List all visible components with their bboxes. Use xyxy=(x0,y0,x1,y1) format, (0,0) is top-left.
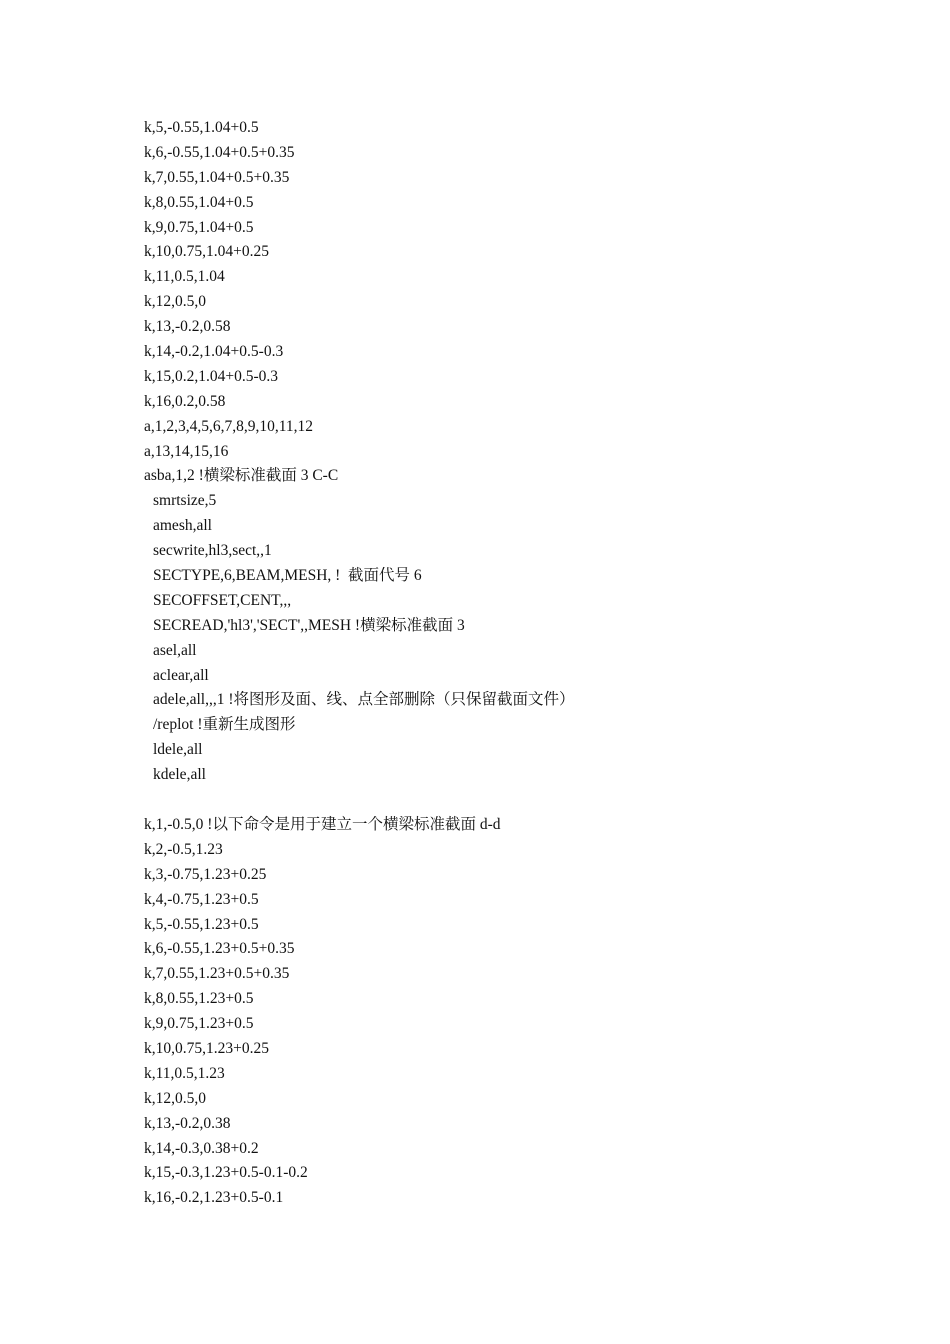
code-line: k,6,-0.55,1.04+0.5+0.35 xyxy=(144,143,295,161)
code-line: SECTYPE,6,BEAM,MESH, ! 截面代号 6 xyxy=(153,567,422,585)
code-line: a,1,2,3,4,5,6,7,8,9,10,11,12 xyxy=(144,417,314,435)
code-line: k,7,0.55,1.04+0.5+0.35 xyxy=(144,168,290,186)
code-line: k,4,-0.75,1.23+0.5 xyxy=(144,890,259,908)
code-line: k,14,-0.3,0.38+0.2 xyxy=(144,1139,259,1157)
code-line: k,14,-0.2,1.04+0.5-0.3 xyxy=(144,343,284,361)
code-line: kdele,all xyxy=(153,766,206,784)
code-line: asel,all xyxy=(153,641,197,659)
code-line: smrtsize,5 xyxy=(153,492,217,510)
code-line: SECOFFSET,CENT,,, xyxy=(153,591,292,609)
code-listing xyxy=(144,116,574,1211)
code-line: aclear,all xyxy=(153,666,209,684)
code-line: k,16,-0.2,1.23+0.5-0.1 xyxy=(144,1189,284,1207)
code-line: SECREAD,'hl3','SECT',,MESH !横梁标准截面 3 xyxy=(153,616,465,634)
code-line: k,10,0.75,1.23+0.25 xyxy=(144,1039,269,1057)
code-line: /replot !重新生成图形 xyxy=(153,716,296,734)
code-line: k,9,0.75,1.23+0.5 xyxy=(144,1015,254,1033)
code-line: k,16,0.2,0.58 xyxy=(144,392,226,410)
code-line: secwrite,hl3,sect,,1 xyxy=(153,542,272,560)
code-line: k,12,0.5,0 xyxy=(144,293,206,311)
code-line: k,15,0.2,1.04+0.5-0.3 xyxy=(144,367,279,385)
code-line: k,6,-0.55,1.23+0.5+0.35 xyxy=(144,940,295,958)
code-line: k,8,0.55,1.23+0.5 xyxy=(144,990,254,1008)
code-line: k,7,0.55,1.23+0.5+0.35 xyxy=(144,965,290,983)
code-line: adele,all,,,1 !将图形及面、线、点全部删除（只保留截面文件） xyxy=(153,691,575,709)
code-line: k,5,-0.55,1.23+0.5 xyxy=(144,915,259,933)
code-line: k,8,0.55,1.04+0.5 xyxy=(144,193,254,211)
code-line: k,12,0.5,0 xyxy=(144,1089,206,1107)
code-line: amesh,all xyxy=(153,517,212,535)
code-line: k,1,-0.5,0 !以下命令是用于建立一个横梁标准截面 d-d xyxy=(144,815,501,833)
code-line: k,10,0.75,1.04+0.25 xyxy=(144,243,269,261)
code-line: k,15,-0.3,1.23+0.5-0.1-0.2 xyxy=(144,1164,308,1182)
code-line: ldele,all xyxy=(153,741,203,759)
code-line: k,9,0.75,1.04+0.5 xyxy=(144,218,254,236)
code-line: k,3,-0.75,1.23+0.25 xyxy=(144,865,267,883)
code-line: k,13,-0.2,0.38 xyxy=(144,1114,231,1132)
code-line: k,5,-0.55,1.04+0.5 xyxy=(144,119,259,136)
code-line: a,13,14,15,16 xyxy=(144,442,229,460)
blank-line xyxy=(144,788,574,813)
code-line: k,11,0.5,1.04 xyxy=(144,268,225,286)
code-line: k,2,-0.5,1.23 xyxy=(144,840,223,858)
code-line: asba,1,2 !横梁标准截面 3 C-C xyxy=(144,467,339,485)
code-line: k,13,-0.2,0.58 xyxy=(144,318,231,336)
code-line: k,11,0.5,1.23 xyxy=(144,1064,225,1082)
